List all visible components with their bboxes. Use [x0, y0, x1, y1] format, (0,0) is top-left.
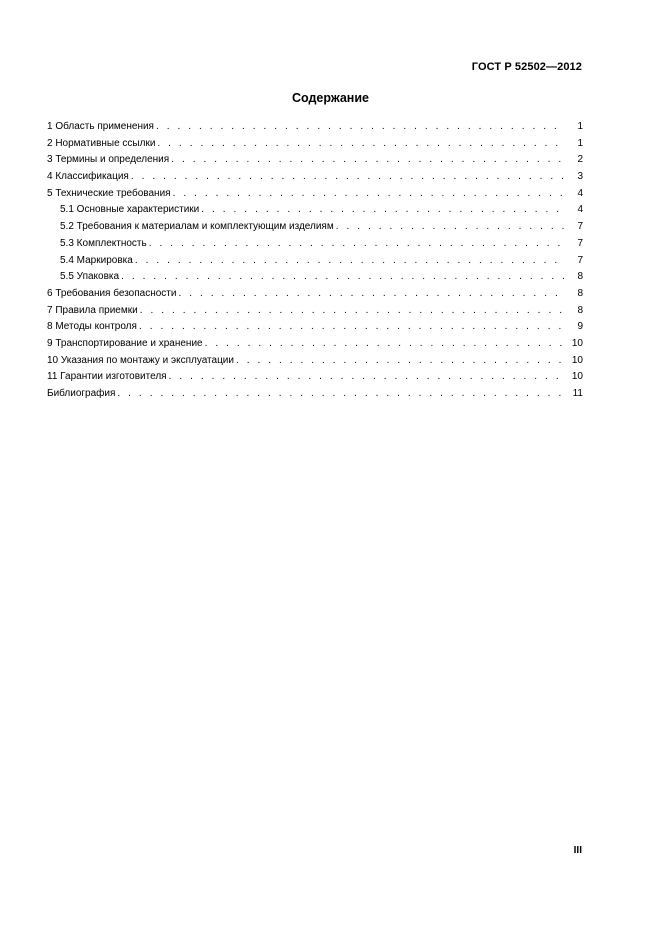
toc-entry-page: 1 [577, 121, 583, 132]
toc-leader-dots [173, 186, 565, 203]
toc-entry-label: 11 Гарантии изготовителя [47, 371, 167, 383]
toc-leader-dots [178, 286, 565, 303]
toc-entry-label: 5.5 Упаковка [60, 271, 120, 283]
toc-entry-label: 2 Нормативные ссылки [47, 137, 156, 149]
toc-leader-dots [169, 369, 565, 386]
toc-entry[interactable] [47, 386, 583, 403]
toc-entry-page: 10 [571, 371, 583, 383]
toc-entry-page: 3 [577, 171, 583, 183]
toc-leader-dots [236, 353, 565, 370]
toc-entry-page: 10 [571, 337, 583, 349]
toc-entry-label: 3 Термины и определения [47, 154, 170, 166]
toc-entry[interactable] [47, 152, 583, 169]
toc-leader-dots [139, 319, 565, 336]
toc-entry-page: 7 [577, 221, 583, 233]
toc-subentry[interactable] [47, 202, 583, 219]
toc-entry-page: 8 [577, 287, 583, 299]
toc-entry-page: 1 [577, 137, 583, 149]
toc-entry[interactable] [47, 286, 583, 303]
toc-entry[interactable] [47, 303, 583, 320]
toc-entry-page: 11 [572, 388, 583, 399]
toc-entry-page: 7 [577, 254, 583, 266]
standard-code: ГОСТ Р 52502—2012 [471, 61, 582, 73]
toc-entry-label: 5.1 Основные характеристики [60, 204, 200, 216]
toc-entry-label: 5.3 Комплектность [60, 237, 147, 249]
toc-leader-dots [171, 152, 565, 169]
toc-leader-dots [205, 336, 565, 353]
toc-subentry[interactable] [47, 269, 583, 286]
toc-entry[interactable] [47, 319, 583, 336]
toc-entry[interactable] [47, 336, 583, 353]
toc-leader-dots [157, 136, 565, 153]
toc-entry[interactable] [47, 119, 583, 136]
toc-entry[interactable] [47, 353, 583, 370]
toc-entry-label: 6 Требования безопасности [47, 287, 177, 299]
toc-leader-dots [336, 219, 565, 236]
toc-title: Содержание [291, 91, 369, 105]
toc-entry-page: 8 [577, 304, 583, 316]
toc-entry-label: 4 Классификация [47, 171, 129, 183]
toc-entry-label: 8 Методы контроля [47, 321, 137, 333]
page-number: III [573, 845, 582, 856]
toc-leader-dots [131, 169, 565, 186]
toc-entry[interactable] [47, 186, 583, 203]
toc-entry-page: 10 [571, 354, 583, 366]
toc-subentry[interactable] [47, 253, 583, 270]
toc-subentry[interactable] [47, 236, 583, 253]
toc-leader-dots [201, 202, 565, 219]
toc-entry[interactable] [47, 169, 583, 186]
toc-leader-dots [135, 253, 565, 270]
toc-subentry[interactable] [47, 219, 583, 236]
toc-entry-page: 9 [577, 321, 583, 333]
toc-entry-page: 7 [577, 237, 583, 249]
toc-entry-page: 4 [577, 187, 583, 199]
toc-entry-page: 4 [577, 204, 583, 216]
toc-entry-label: 10 Указания по монтажу и эксплуатации [47, 354, 234, 366]
toc-entry-label: 7 Правила приемки [47, 304, 138, 316]
toc-leader-dots [156, 119, 565, 136]
toc-entry-label: 9 Транспортирование и хранение [47, 337, 203, 349]
toc-entry-label: 5.2 Требования к материалам и комплектующим изделиям [60, 221, 334, 233]
toc-leader-dots [149, 236, 565, 253]
toc-leader-dots [140, 303, 565, 320]
toc-leader-dots [121, 269, 565, 286]
toc-entry-label: Библиография [47, 388, 116, 399]
toc-entry-label: 5 Технические требования [47, 187, 171, 199]
toc-leader-dots [117, 386, 565, 403]
toc-entry[interactable] [47, 369, 583, 386]
toc-entry[interactable] [47, 136, 583, 153]
toc-entry-label: 5.4 Маркировка [60, 254, 133, 266]
toc-entry-page: 2 [577, 154, 583, 166]
toc-entry-label: 1 Область применения [47, 121, 154, 132]
toc-entry-page: 8 [577, 271, 583, 283]
table-of-contents [47, 119, 583, 403]
